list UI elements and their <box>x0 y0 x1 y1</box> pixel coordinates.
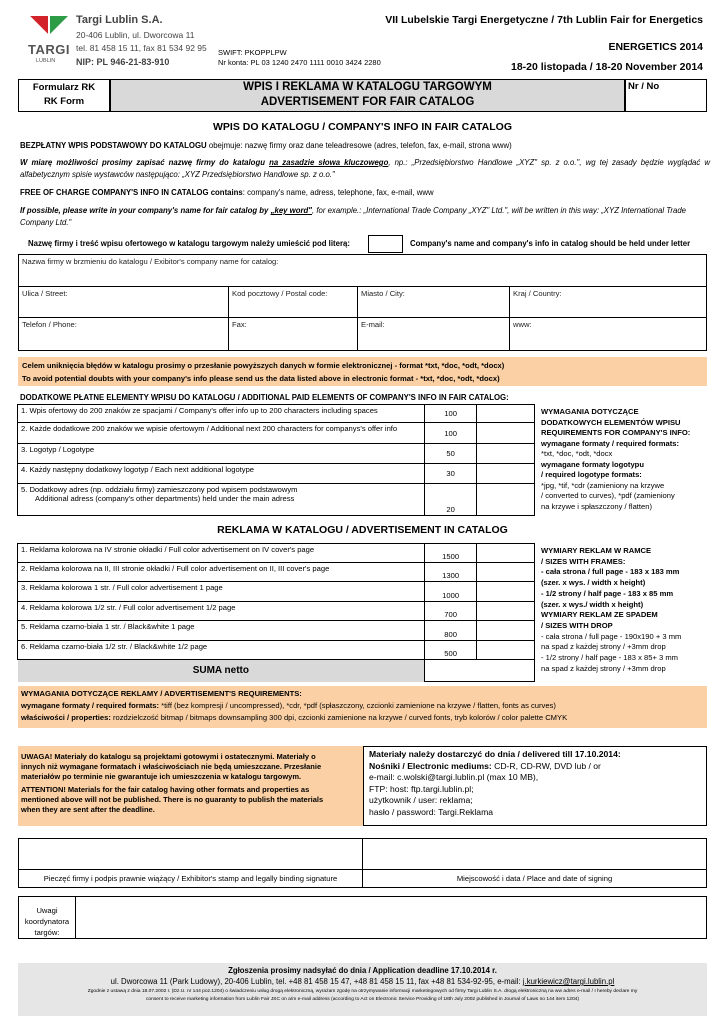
ad-row-3-price: 1000 <box>425 582 477 602</box>
ad-row-6-text: 6. Reklama czarno-biała 1/2 str. / Black&white 1/2 page <box>18 641 425 660</box>
sum-label: SUMA netto <box>18 660 425 682</box>
postal-code-field[interactable] <box>228 286 358 318</box>
delivery-user: użytkownik / user: reklama; <box>369 795 473 806</box>
paid-row-2-qty[interactable] <box>477 423 535 444</box>
size-line: - 1/2 strony / half page - 183 x 85+ 3 mm <box>541 653 678 663</box>
paid-row-3-qty[interactable] <box>477 444 535 464</box>
table-row <box>18 544 535 563</box>
size-line: WYMIARY REKLAM W RAMCE <box>541 546 652 555</box>
ad-row-3-qty[interactable] <box>477 582 535 602</box>
keyword-en-bold: If possible, please write in your company's name for fair catalog by <box>20 206 269 215</box>
size-line: / SIZES WITH FRAMES: <box>541 556 626 566</box>
paid-row-4-qty[interactable] <box>477 464 535 484</box>
ad-req-formats <box>21 701 556 710</box>
footer-address-text: ul. Dworcowa 11 (Park Ludowy), 20-406 Lublin, tel. +48 81 458 15 47, +48 81 458 15 11, fax +48 81 534-92-95, e-mail: <box>110 977 521 986</box>
ad-row-1-text: 1. Reklama kolorowa na IV stronie okładki / Full color advertisement on IV cover's page <box>18 544 425 563</box>
letter-label-en: Company's name and company's info in catalog should be held under letter <box>410 239 691 248</box>
delivery-mediums-label: Nośniki / Electronic mediums: <box>369 760 492 771</box>
form-code-pl: Formularz RK <box>32 82 96 93</box>
stamp-label-cell <box>18 869 363 888</box>
ad-row-4-text: 4. Reklama kolorowa 1/2 str. / Full color advertisement 1/2 page <box>18 602 425 621</box>
ads-heading: REKLAMA W KATALOGU / ADVERTISEMENT IN CATALOG <box>217 524 508 536</box>
logo-sub: LUBLIN <box>36 58 56 64</box>
ad-row-1-price: 1500 <box>425 544 477 563</box>
sum-value[interactable] <box>425 660 535 682</box>
ads-table <box>17 543 535 682</box>
footer-email-link[interactable]: j.kurkiewicz@targi.lublin.pl <box>522 977 615 986</box>
company-name: Targi Lublin S.A. <box>76 14 163 26</box>
sum-row <box>18 660 535 682</box>
email-field[interactable] <box>357 317 510 351</box>
ad-req-heading: WYMAGANIA DOTYCZĄCE REKLAMY / ADVERTISEMENT'S REQUIREMENTS: <box>21 689 302 698</box>
ad-row-2-text: 2. Reklama kolorowa na II, III stronie okładki / Full color advertisement on II, III cover's page <box>18 563 425 582</box>
req-line: wymagane formaty logotypu <box>541 459 644 469</box>
keyword-en-underline: „key word" <box>270 206 312 215</box>
country-label: Kraj / Country: <box>513 289 562 298</box>
ad-row-6-price: 500 <box>425 641 477 660</box>
table-row <box>18 621 535 641</box>
delivery-info <box>369 749 705 819</box>
paid-row-3-price: 50 <box>425 444 477 464</box>
notice-en: To avoid potential doubts with your company's info please send us the data listed above in electronic format - *txt, *doc, *odt, *docx) <box>22 374 500 383</box>
paid-row-1-price: 100 <box>425 405 477 423</box>
free-entry-en-text: : company's name, adress, telephone, fax, e-mail, www <box>242 188 434 197</box>
place-label-cell <box>362 869 707 888</box>
delivery-deadline: Materiały należy dostarczyć do dnia / delivered till 17.10.2014: <box>369 749 621 759</box>
logo-text: TARGI <box>28 42 70 57</box>
size-line: / SIZES WITH DROP <box>541 620 613 630</box>
size-line: - 1/2 strony / half page - 183 x 85 mm <box>541 588 674 598</box>
paid-row-4-text: 4. Każdy następny dodatkowy logotyp / Each next additional logotype <box>18 464 425 484</box>
req-line: DODATKOWYCH ELEMENTÓW WPISU <box>541 417 681 427</box>
phone-label: Telefon / Phone: <box>22 320 77 329</box>
ad-row-6-qty[interactable] <box>477 641 535 660</box>
remarks-field[interactable] <box>75 896 707 939</box>
warning-pl: UWAGA! Materiały do katalogu są projektami gotowymi i ostatecznymi. Materiały o innych niż wymagane formatach i właściwościach nie będą umieszczane. Przesłanie materiałów po terminie nie gwarantuje ich umieszczenia w katalogu targowym. <box>21 752 322 781</box>
paid-row-1-qty[interactable] <box>477 405 535 423</box>
ad-req-props-text: rozdzielczość bitmap / bitmaps downsampling 300 dpi, czcionki zamienione na krzywe / curved fonts, tryb kolorów / color palette CMYK <box>110 713 568 722</box>
keyword-pl-text: , np.: „Przedsiębiorstwo Handlowe „XYZ" sp. z o.o.", wg tej zasady będzie wyglądać w alfabetycznym spisie wystawców następująco: „XYZ Przedsiębiorstwo Handlowe sp. z o.o." <box>20 158 711 179</box>
paid-row-3-text: 3. Logotyp / Logotype <box>18 444 425 464</box>
paid-requirements <box>541 407 711 512</box>
paid-row-5-line1: 5. Dodatkowy adres (np. oddziału firmy) zamieszczony pod wpisem podstawowym <box>21 485 298 494</box>
free-entry-pl-text: obejmuje: nazwę firmy oraz dane teleadresowe (adres, telefon, fax, e-mail, strona www) <box>206 141 512 150</box>
free-entry-en <box>20 188 710 197</box>
stamp-signature-field[interactable] <box>18 838 363 870</box>
paid-row-2-price: 100 <box>425 423 477 444</box>
stamp-label: Pieczęć firmy i podpis prawnie wiążący / Exhibitor's stamp and legally binding signature <box>43 874 338 883</box>
delivery-email: e-mail: c.wolski@targi.lublin.pl (max 10 MB), <box>369 772 539 783</box>
ad-row-5-text: 5. Reklama czarno-biała 1 str. / Black&white 1 page <box>18 621 425 641</box>
place-label: Miejscowość i data / Place and date of signing <box>456 874 613 883</box>
catalog-heading: WPIS DO KATALOGU / COMPANY'S INFO IN FAIR CATALOG <box>212 121 512 133</box>
email-label: E-mail: <box>361 320 385 329</box>
ad-row-2-qty[interactable] <box>477 563 535 582</box>
fair-title: VII Lubelskie Targi Energetyczne / 7th Lublin Fair for Energetics <box>385 14 703 26</box>
paid-row-5-price: 20 <box>425 484 477 516</box>
ad-sizes <box>541 546 716 674</box>
letter-input[interactable] <box>368 235 403 253</box>
paid-row-5-text <box>18 484 425 516</box>
city-field[interactable] <box>357 286 510 318</box>
delivery-ftp: FTP: host: ftp.targi.lublin.pl; <box>369 783 474 794</box>
notice-pl: Celem uniknięcia błędów w katalogu prosimy o przesłanie powyższych danych w formie elektronicznej - format *txt, *doc, *odt, *docx) <box>22 361 505 370</box>
company-name-field-label: Nazwa firmy w brzmieniu do katalogu / Exibitor's company name for catalog: <box>22 257 279 266</box>
remarks-label: Uwagi koordynatora targów: <box>24 906 70 937</box>
req-line: *txt, *doc, *odt, *docx <box>541 449 613 458</box>
footer-address <box>18 977 707 986</box>
free-entry-pl <box>20 141 710 150</box>
logo <box>28 12 72 66</box>
warning-en: ATTENTION! Materials for the fair catalog having other formats and properties as mentioned above will not be published. There is no guaranty to publish the materials when they are sent after the deadline. <box>21 785 324 814</box>
ad-req-props <box>21 713 567 722</box>
form-title-en: ADVERTISEMENT FOR FAIR CATALOG <box>260 96 475 108</box>
ad-row-2-price: 1300 <box>425 563 477 582</box>
size-line: (szer. x wys. / width x height) <box>541 578 646 588</box>
street-label: Ulica / Street: <box>22 289 68 298</box>
ad-row-4-price: 700 <box>425 602 477 621</box>
keyword-en-text: , for example.: „International Trade Company „XYZ" Ltd.", will be written in this way: „XYZ International Trade Company Ltd." <box>20 206 687 227</box>
table-row <box>18 464 535 484</box>
delivery-mediums-text: CD-R, CD-RW, DVD lub / or <box>491 760 601 771</box>
street-field[interactable] <box>18 286 229 318</box>
footer-legal-1: Zgodnie z ustawą z dnia 18.07.2002 r. (Dz.U. nr 144 poz.1204) o świadczeniu usług drogą elektroniczną, wyrażam zgodę na otrzymywanie informacji marketingowych od firmy Targi Lublin S.A. drogą elektroniczną na ww adres e-mail / I hereby declare my <box>87 989 638 994</box>
keyword-en <box>20 205 710 229</box>
req-line: na krzywe i spłaszczony / flatten) <box>541 501 652 511</box>
postal-code-label: Kod pocztowy / Postal code: <box>232 289 328 298</box>
size-line: (szer. x wys./ width x height) <box>541 599 644 609</box>
table-row <box>18 563 535 582</box>
paid-row-5-line2: Additional adress (company's other departments) held under the main adress <box>35 494 295 503</box>
free-entry-pl-bold: BEZPŁATNY WPIS PODSTAWOWY DO KATALOGU <box>20 141 207 150</box>
table-row <box>18 641 535 660</box>
phone-field[interactable] <box>18 317 229 351</box>
ad-row-3-text: 3. Reklama kolorowa 1 str. / Full color advertisement 1 page <box>18 582 425 602</box>
paid-row-1-text: 1. Wpis ofertowy do 200 znaków ze spacjami / Company's offer info up to 200 characters including spaces <box>18 405 425 423</box>
keyword-pl-underline: na zasadzie słowa kluczowego <box>269 158 389 167</box>
www-label: www: <box>513 320 532 329</box>
paid-row-4-price: 30 <box>425 464 477 484</box>
keyword-pl <box>20 157 710 181</box>
footer-legal-2: consent to receive marketing information from Lublin Fair JSC on a/m e-mail address (according to Act on Electronic Service Providing of 18th July 2002 published in Journal of Laws no 144 item 1204) <box>145 997 580 1002</box>
size-line: - cała strona / full page - 190x190 + 3 mm <box>541 631 682 641</box>
paid-row-2-text: 2. Każde dodatkowe 200 znaków we wpisie ofertowym / Additional next 200 characters for companys's offer info <box>18 423 425 444</box>
req-line: wymagane formaty / required formats: <box>541 438 679 448</box>
bank-account: Nr konta: PL 03 1240 2470 1111 0010 3424 2280 <box>218 58 381 67</box>
company-phone: tel. 81 458 15 11, fax 81 534 92 95 <box>76 43 207 53</box>
table-row <box>18 444 535 464</box>
table-row <box>18 602 535 621</box>
form-nr-label: Nr / No <box>628 81 660 92</box>
company-address: 20-406 Lublin, ul. Dworcowa 11 <box>76 30 195 40</box>
ad-req-formats-text: *tiff (bez kompresji / uncompressed), *cdr, *pdf (spłaszczony, czcionki zamienione na krzywe / flatten, fonts as curves) <box>159 701 556 710</box>
size-line: na spad z każdej strony / +3mm drop <box>541 663 666 673</box>
form-title-pl: WPIS I REKLAMA W KATALOGU TARGOWYM <box>243 81 492 93</box>
ad-req-formats-bold: wymagane formaty / required formats: <box>21 701 159 710</box>
keyword-pl-bold: W miarę możliwości prosimy zapisać nazwę firmy do katalogu <box>20 158 265 167</box>
place-date-field[interactable] <box>362 838 707 870</box>
size-line: - cała strona / full page - 183 x 183 mm <box>541 567 680 577</box>
size-line: na spad z każdej strony / +3mm drop <box>541 642 666 652</box>
req-line: / converted to curves), *pdf (zamieniony <box>541 491 675 500</box>
ad-row-1-qty[interactable] <box>477 544 535 563</box>
paid-row-5-qty[interactable] <box>477 484 535 516</box>
req-line: / required logotype formats: <box>541 470 642 479</box>
table-row <box>18 405 535 423</box>
ad-req-props-bold: właściwości / properties: <box>21 713 111 722</box>
ad-row-4-qty[interactable] <box>477 602 535 621</box>
req-line: WYMAGANIA DOTYCZĄCE <box>541 407 639 416</box>
paid-heading: DODATKOWE PŁATNE ELEMENTY WPISU DO KATALOGU / ADDITIONAL PAID ELEMENTS OF COMPANY'S INFO IN FAIR CATALOG: <box>20 393 509 402</box>
company-nip: NIP: PL 946-21-83-910 <box>76 57 170 67</box>
ad-row-5-price: 800 <box>425 621 477 641</box>
country-field[interactable] <box>509 286 707 318</box>
free-entry-en-bold: FREE OF CHARGE COMPANY'S INFO IN CATALOG contains <box>20 188 243 197</box>
form-code-en: RK Form <box>43 96 85 107</box>
city-label: Miasto / City: <box>361 289 405 298</box>
letter-label-pl: Nazwę firmy i treść wpisu ofertowego w katalogu targowym należy umieścić pod literą: <box>28 239 350 248</box>
table-row <box>18 484 535 516</box>
fax-label: Fax: <box>232 320 247 329</box>
delivery-password: hasło / password: Targi.Reklama <box>369 806 494 817</box>
ad-row-5-qty[interactable] <box>477 621 535 641</box>
footer-deadline: Zgłoszenia prosimy nadsyłać do dnia / Application deadline 17.10.2014 r. <box>228 966 497 975</box>
table-row <box>18 423 535 444</box>
req-line: REQUIREMENTS FOR COMPANY'S INFO: <box>541 428 691 437</box>
fax-field[interactable] <box>228 317 358 351</box>
fair-date: 18-20 listopada / 18-20 November 2014 <box>510 61 703 73</box>
fair-short: ENERGETICS 2014 <box>608 41 703 53</box>
delivery-mediums <box>369 761 705 773</box>
company-name-field[interactable] <box>18 254 707 287</box>
req-line: *jpg, *tif, *cdr (zamieniony na krzywe <box>541 480 665 490</box>
swift: SWIFT: PKOPPLPW <box>218 48 287 57</box>
table-row <box>18 582 535 602</box>
www-field[interactable] <box>509 317 707 351</box>
size-line: WYMIARY REKLAM ZE SPADEM <box>541 610 658 620</box>
paid-elements-table <box>17 404 535 516</box>
